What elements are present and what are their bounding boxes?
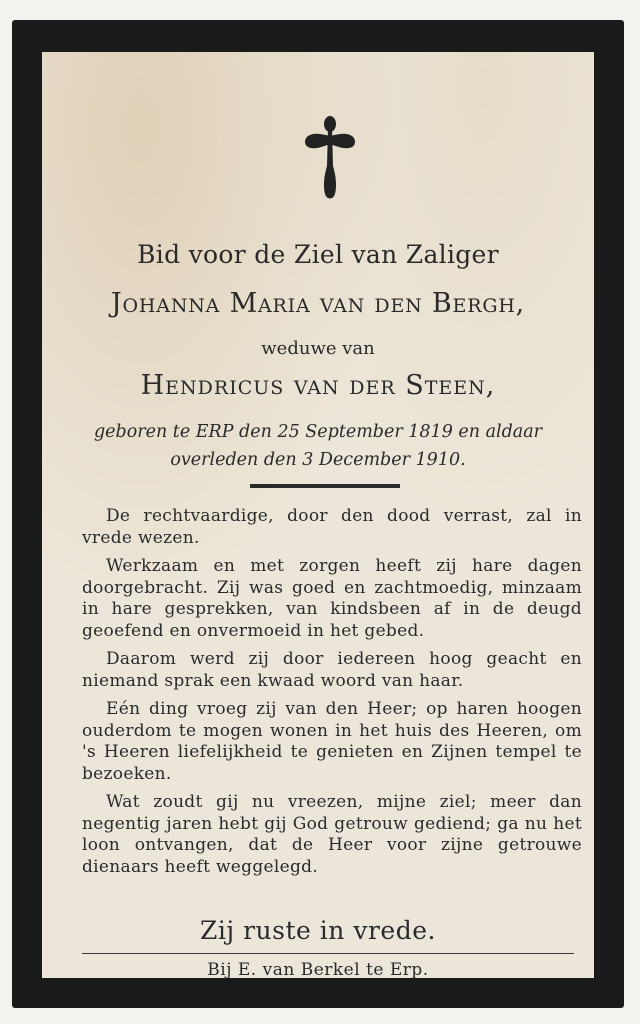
paragraph: Wat zoudt gij nu vreezen, mijne ziel; meer dan negentig jaren hebt gij God getrouw gediend; ga nu het loon ontvangen, dat de Heer voor zijne getrouwe dienaars heeft weggelegd. bbox=[82, 792, 582, 877]
body-text bbox=[82, 506, 582, 885]
divider-rule bbox=[250, 484, 400, 488]
death-line: overleden den 3 December 1910. bbox=[170, 450, 466, 470]
card-paper bbox=[42, 52, 594, 978]
paragraph: Werkzaam en met zorgen heeft zij hare dagen doorgebracht. Zij was goed en zachtmoedig, minzaam in hare gesprekken, van kindsbeen af in de deugd geoefend en onvermoeid in het gebed. bbox=[82, 556, 582, 641]
spouse-name: Hendricus van der Steen, bbox=[140, 370, 496, 401]
closing-text: Zij ruste in vrede. bbox=[200, 916, 436, 945]
birth-line: geboren te ERP den 25 September 1819 en aldaar bbox=[93, 422, 543, 442]
relation-text: weduwe van bbox=[261, 338, 375, 359]
footer-divider bbox=[82, 953, 574, 954]
prayer-line: Bid voor de Ziel van Zaliger bbox=[137, 240, 499, 269]
memorial-card bbox=[12, 20, 624, 1008]
deceased-name: Johanna Maria van den Bergh, bbox=[110, 288, 526, 319]
printer-credit: Bij E. van Berkel te Erp. bbox=[207, 960, 429, 980]
paragraph: De rechtvaardige, door den dood verrast, zal in vrede wezen. bbox=[82, 506, 582, 548]
cross-icon bbox=[302, 114, 358, 204]
dates-text bbox=[42, 418, 594, 474]
paragraph: Eén ding vroeg zij van den Heer; op haren hoogen ouderdom te mogen wonen in het huis des Heeren, om 's Heeren liefelijkheid te genieten en Zijnen tempel te bezoeken. bbox=[82, 699, 582, 784]
paragraph: Daarom werd zij door iedereen hoog geacht en niemand sprak een kwaad woord van haar. bbox=[82, 649, 582, 691]
